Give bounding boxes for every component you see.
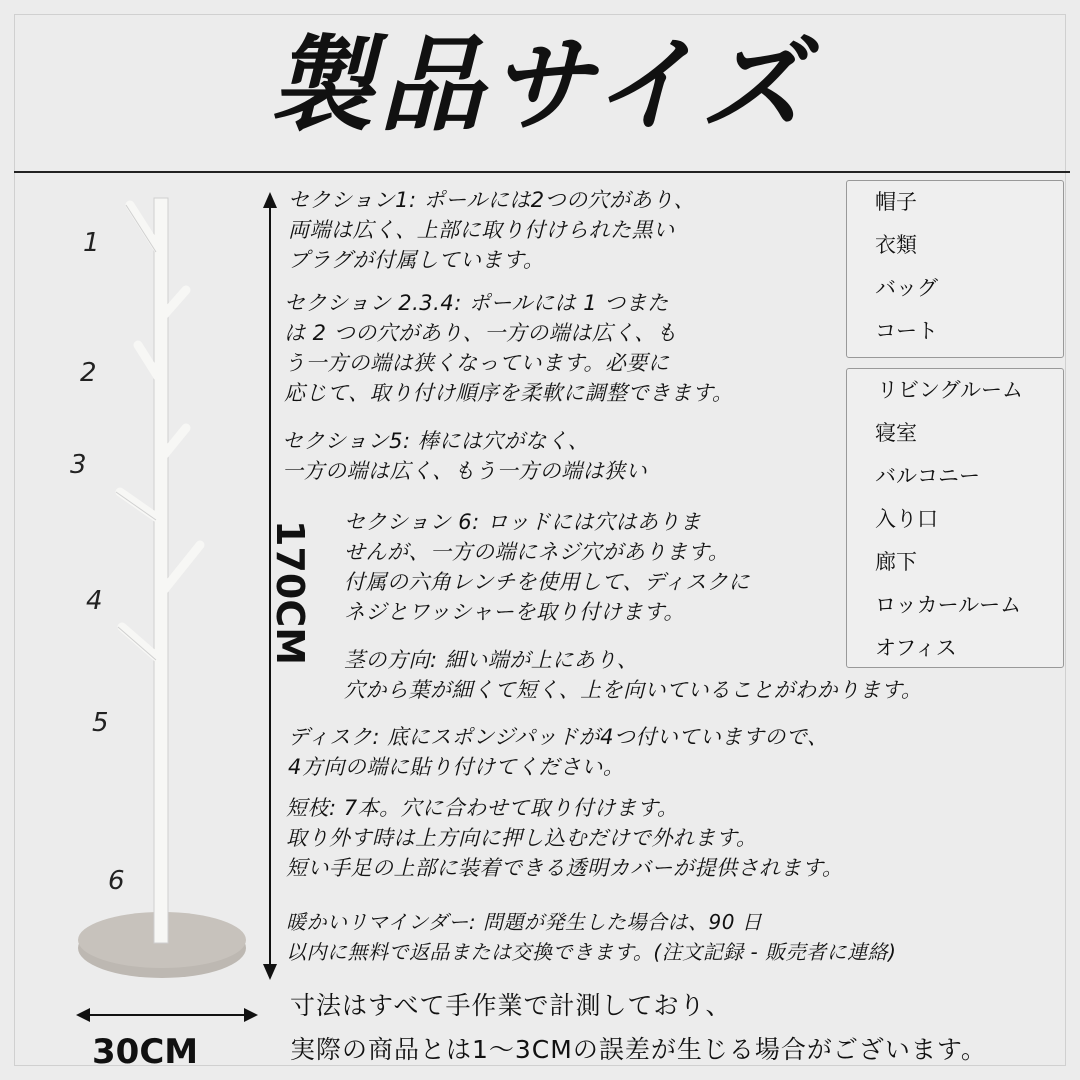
text-line: 短枝: 7本。穴に合わせて取り付けます。 xyxy=(286,796,679,820)
rooms-box xyxy=(846,368,1064,668)
section1-description xyxy=(288,185,695,275)
text-line: 両端は広く、上部に取り付けられた黒い xyxy=(288,218,675,242)
text-line: 寸法はすべて手作業で計測しており、 xyxy=(290,991,732,1020)
width-dimension-label: 30CM xyxy=(92,1032,199,1072)
section6-description xyxy=(344,507,750,627)
rooms-item: 廊下 xyxy=(875,550,917,574)
text-line: プラグが付属しています。 xyxy=(288,248,545,272)
text-line: 暖かいリマインダー: 問題が発生した場合は、90 日 xyxy=(286,910,763,934)
rooms-item: ロッカールーム xyxy=(875,593,1022,617)
height-dimension-label: 170CM xyxy=(268,520,312,666)
text-line: は 2 つの穴があり、一方の端は広く、も xyxy=(284,321,678,345)
section-number-6: 6 xyxy=(108,866,125,896)
text-line: 応じて、取り付け順序を柔軟に調整できます。 xyxy=(284,381,734,405)
disc-description xyxy=(288,722,829,782)
text-line: ネジとワッシャーを取り付けます。 xyxy=(344,600,685,624)
rooms-item: 寝室 xyxy=(875,421,917,445)
text-line: 4方向の端に貼り付けてください。 xyxy=(288,755,625,779)
section-number-5: 5 xyxy=(92,708,109,738)
uses-box xyxy=(846,180,1064,358)
text-line: 一方の端は広く、もう一方の端は狭い xyxy=(282,459,648,483)
section-number-3: 3 xyxy=(70,450,87,480)
section234-description xyxy=(284,288,733,408)
uses-item: 帽子 xyxy=(875,190,917,214)
uses-item: 衣類 xyxy=(875,233,917,257)
reminder-description xyxy=(286,907,896,967)
text-line: 短い手足の上部に装着できる透明カバーが提供されます。 xyxy=(286,856,844,880)
rooms-item: バルコニー xyxy=(875,464,980,488)
text-line: ディスク: 底にスポンジパッドが4つ付いていますので、 xyxy=(288,725,829,749)
text-line: セクション5: 棒には穴がなく、 xyxy=(282,429,590,453)
section-number-4: 4 xyxy=(86,586,103,616)
page-title: 製品サイズ xyxy=(269,24,811,146)
uses-item: コート xyxy=(875,319,938,343)
section-number-1: 1 xyxy=(83,228,100,258)
text-line: う一方の端は狭くなっています。必要に xyxy=(284,351,670,375)
width-dimension-arrow xyxy=(74,1004,260,1026)
text-line: 実際の商品とは1〜3CMの誤差が生じる場合がございます。 xyxy=(290,1035,987,1064)
rooms-item: リビングルーム xyxy=(877,378,1023,402)
section-number-2: 2 xyxy=(80,358,97,388)
text-line: 以内に無料で返品または交換できます。(注文記録 - 販売者に連絡) xyxy=(286,940,897,964)
measurement-note xyxy=(290,984,987,1072)
text-line: セクション 6: ロッドには穴はありま xyxy=(344,510,702,534)
text-line: セクション1: ポールには2つの穴があり、 xyxy=(288,188,696,212)
section5-description xyxy=(282,426,647,486)
text-line: セクション 2.3.4: ポールには 1 つまた xyxy=(284,291,669,315)
rooms-item: 入り口 xyxy=(875,507,938,531)
text-line: 茎の方向: 細い端が上にあり、 xyxy=(344,648,639,672)
text-line: 取り外す時は上方向に押し込むだけで外れます。 xyxy=(286,826,758,850)
text-line: せんが、一方の端にネジ穴があります。 xyxy=(344,540,730,564)
stem-direction-description xyxy=(344,645,922,705)
text-line: 付属の六角レンチを使用して、ディスクに xyxy=(344,570,750,594)
text-line: 穴から葉が細くて短く、上を向いていることがわかります。 xyxy=(344,678,923,702)
branches-description xyxy=(286,793,843,883)
rooms-item: オフィス xyxy=(875,636,957,660)
uses-item: バッグ xyxy=(875,276,938,300)
title-divider xyxy=(14,171,1070,173)
